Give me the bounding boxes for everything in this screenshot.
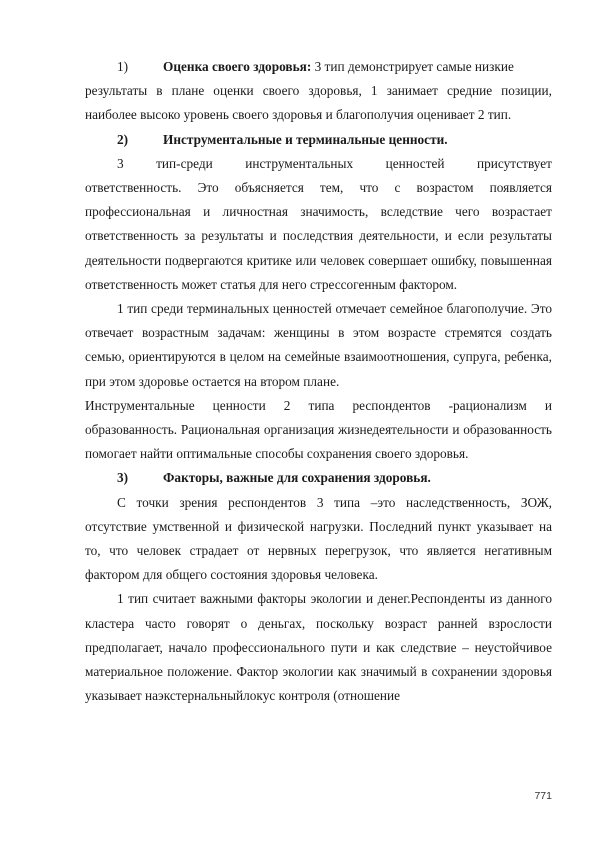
section-3-number: 3) (117, 470, 129, 486)
section-1-line (163, 55, 552, 79)
section-1-first-line (85, 55, 552, 79)
paragraph-2b: 1 тип среди терминальных ценностей отмечает семейное благополучие. Это отвечает возрастным задачам: женщины в этом возрасте стремятся создать семью, ориентируются в целом на семейные взаимоотношения, супруга, ребенка, при этом здоровье остается на втором плане. (85, 301, 552, 389)
section-2-number: 2) (117, 131, 129, 147)
section-1-text-rest: результаты в плане оценки своего здоровья, 1 занимает средние позиции, наиболее высоко уровень своего здоровья и благополучия оценивает 2 тип. (85, 83, 552, 123)
section-1-text-first: 3 тип демонстрирует самые низкие (314, 59, 514, 74)
page-body (85, 55, 552, 708)
section-2-heading: Инструментальные и терминальные ценности. (163, 131, 448, 147)
section-3-heading-line (85, 466, 552, 490)
section-2-heading-line (85, 128, 552, 152)
paragraph-3b: 1 тип считает важными факторы экологии и денег.Респонденты из данного кластера часто говорят о деньгах, поскольку возраст ранней взрослости предполагает, начало профессионального пути и как следствие – неустойчивое материальное положение. Фактор экологии как значимый в сохранении здоровья указывает наэкстернальныйлокус контроля (отношение (85, 591, 552, 704)
page-number: 771 (534, 790, 552, 802)
word: присутствует (477, 155, 552, 171)
paragraph-3a: С точки зрения респондентов 3 типа –это наследственность, ЗОЖ, отсутствие умственной и физической нагрузки. Последний пункт указывает на то, что человек страдает от нервных перегрузок, что является негативным фактором для общего состояния здоровья человека. (85, 494, 552, 583)
word: инструментальных (245, 155, 354, 171)
word: тип-среди (156, 155, 213, 171)
paragraph-2a: ответственность. Это объясняется тем, что с возрастом появляется профессиональная и личностная значимость, вследствие чего возрастает ответственность за результаты и последствия деятельности, и если результаты деятельности подвергаются критике или человек совершает ошибку, повышенная ответственность может статья для него стрессогенным фактором. (85, 180, 552, 292)
section-3-heading: Факторы, важные для сохранения здоровья. (163, 470, 431, 486)
section-1-number: 1) (117, 59, 129, 74)
word: 3 (117, 155, 124, 171)
paragraph-2c: Инструментальные ценности 2 типа респондентов -рационализм и образованность. Рациональная организация жизнедеятельности и образованность помогает найти оптимальные способы сохранения своего здоровья. (85, 397, 552, 462)
word: ценностей (385, 155, 445, 171)
section-1-heading: Оценка своего здоровья: (163, 59, 312, 74)
paragraph-2a-first-line (85, 152, 552, 176)
